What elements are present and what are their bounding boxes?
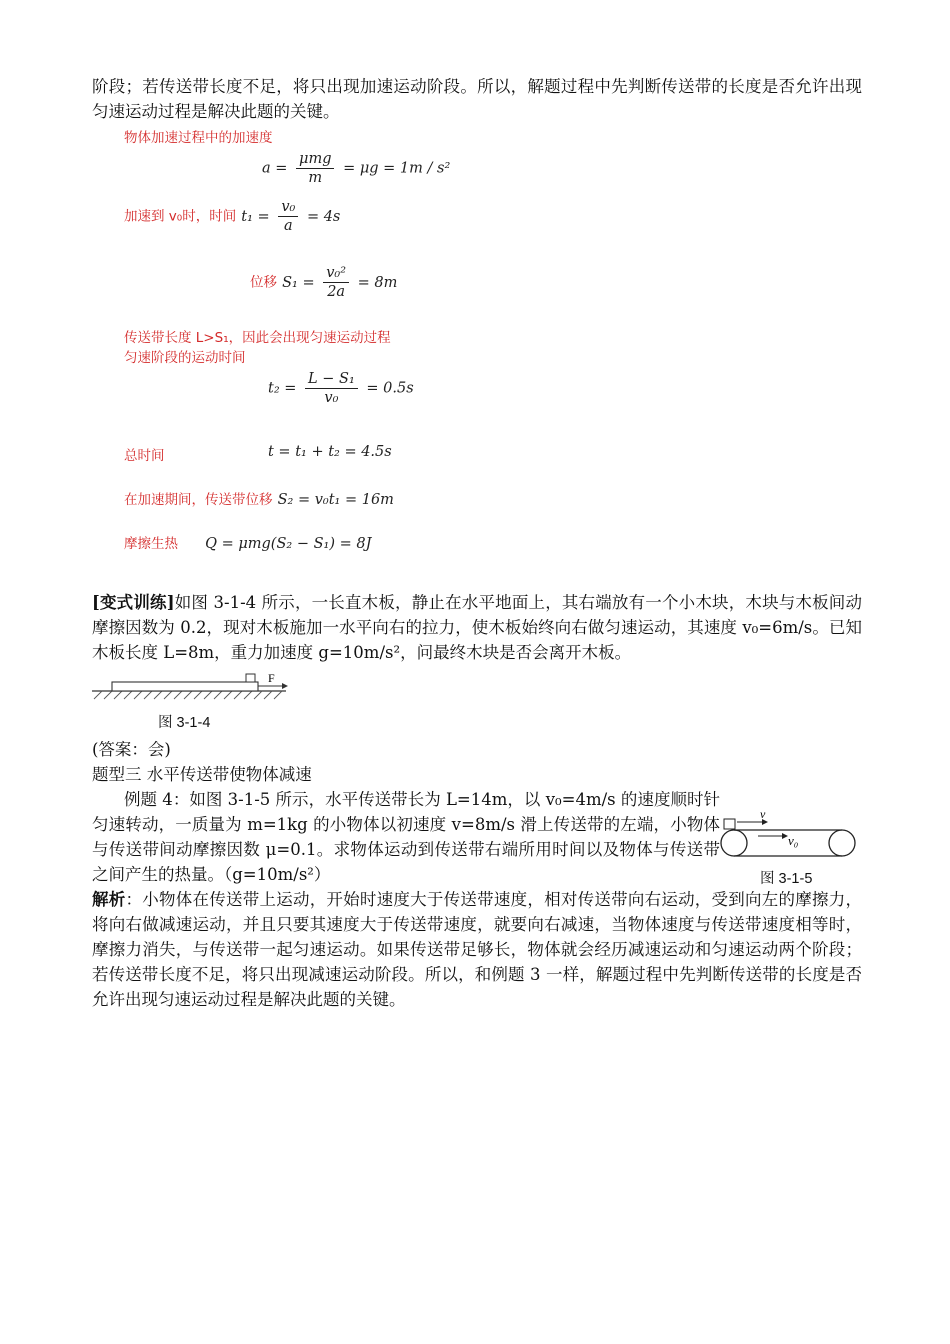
variant-paragraph bbox=[92, 590, 862, 665]
example4-paragraph: 例题 4：如图 3-1-5 所示，水平传送带长为 L=14m，以 v₀=4m/s 的速度顺时针匀速转动，一质量为 m=1kg 的小物体以初速度 v=8m/s 滑上传送带的左端，小物体与传送带间动摩擦因数 μ=0.1。求物体运动到传送带右端所用时间以及物体与传送带之间产生的热量。（g=10m/s²） bbox=[92, 790, 720, 884]
velocity-label: v bbox=[760, 807, 766, 821]
total-time-formula: t = t₁ + t₂ = 4.5s bbox=[268, 444, 392, 460]
document-page bbox=[92, 74, 862, 1012]
displacement-formula: 位移 S₁ = $\frac{\text{v₀²}}{2a}$ = 8m bbox=[250, 265, 398, 300]
type3-heading: 题型三 水平传送带使物体减速 bbox=[92, 765, 312, 784]
time1-formula: 加速到 v₀时，时间 t₁ = $\frac{\text{v₀}}{a}$ = 4s bbox=[124, 199, 341, 234]
figure-3-1-5-caption: 图 3-1-5 bbox=[760, 871, 813, 887]
time2-formula: t₂ = $\frac{\text{L − S₁}}{\text{v₀}}$ = 0.5s bbox=[268, 371, 414, 406]
plank-diagram bbox=[92, 671, 292, 707]
example4-block bbox=[92, 787, 862, 887]
variant-text: 如图 3-1-4 所示，一长直木板，静止在水平地面上，其右端放有一个小木块，木块与木板间动摩擦因数为 0.2，现对木板施加一水平向右的拉力，使木板始终向右做匀速运动，其速度 v₀=6m/s。已知木板长度 L=8m，重力加速度 g=10m/s²，问最终木块是否会离开木板。 bbox=[92, 593, 862, 662]
belt-length-note: 传送带长度 L>S₁，因此会出现匀速运动过程 bbox=[124, 330, 391, 346]
friction-heat-formula: 摩擦生热 Q = μmg(S₂ − S₁) = 8J bbox=[124, 536, 372, 552]
figure-3-1-5 bbox=[720, 805, 862, 885]
belt-displacement-formula: 在加速期间，传送带位移 S₂ = v₀t₁ = 16m bbox=[124, 492, 394, 508]
accel-heading: 物体加速过程中的加速度 bbox=[124, 130, 273, 146]
variant-tag: [变式训练] bbox=[92, 593, 175, 612]
intro-paragraph: 阶段；若传送带长度不足，将只出现加速运动阶段。所以，解题过程中先判断传送带的长度是否允许出现匀速运动过程是解决此题的关键。 bbox=[92, 77, 862, 121]
variant-answer: (答案：会) bbox=[92, 740, 171, 759]
total-time-label: 总时间 bbox=[124, 448, 165, 464]
uniform-time-note: 匀速阶段的运动时间 bbox=[124, 350, 246, 366]
solution-figure bbox=[122, 126, 862, 556]
analysis-text: ：小物体在传送带上运动，开始时速度大于传送带速度，相对传送带向右运动，受到向左的摩擦力，将向右做减速运动，并且只要其速度大于传送带速度，就要向右减速，当物体速度与传送带速度相等时，摩擦力消失，与传送带一起匀速运动。如果传送带足够长，物体就会经历减速运动和匀速运动两个阶段；若传送带长度不足，将只出现减速运动阶段。所以，和例题 3 一样，解题过程中先判断传送带的长度是否允许出现匀速运动过程是解决此题的关键。 bbox=[92, 890, 863, 1009]
accel-formula: a = $\frac{\text{μmg}}{m}$ = μg = 1m / s² bbox=[262, 151, 451, 186]
analysis-label: 解析 bbox=[92, 890, 126, 909]
analysis-paragraph bbox=[92, 887, 862, 1012]
figure-3-1-4 bbox=[92, 671, 312, 731]
figure-3-1-4-caption: 图 3-1-4 bbox=[158, 715, 211, 731]
belt-velocity-label: v₀ bbox=[788, 833, 799, 848]
conveyor-diagram bbox=[720, 805, 862, 865]
force-label: F bbox=[268, 671, 275, 685]
